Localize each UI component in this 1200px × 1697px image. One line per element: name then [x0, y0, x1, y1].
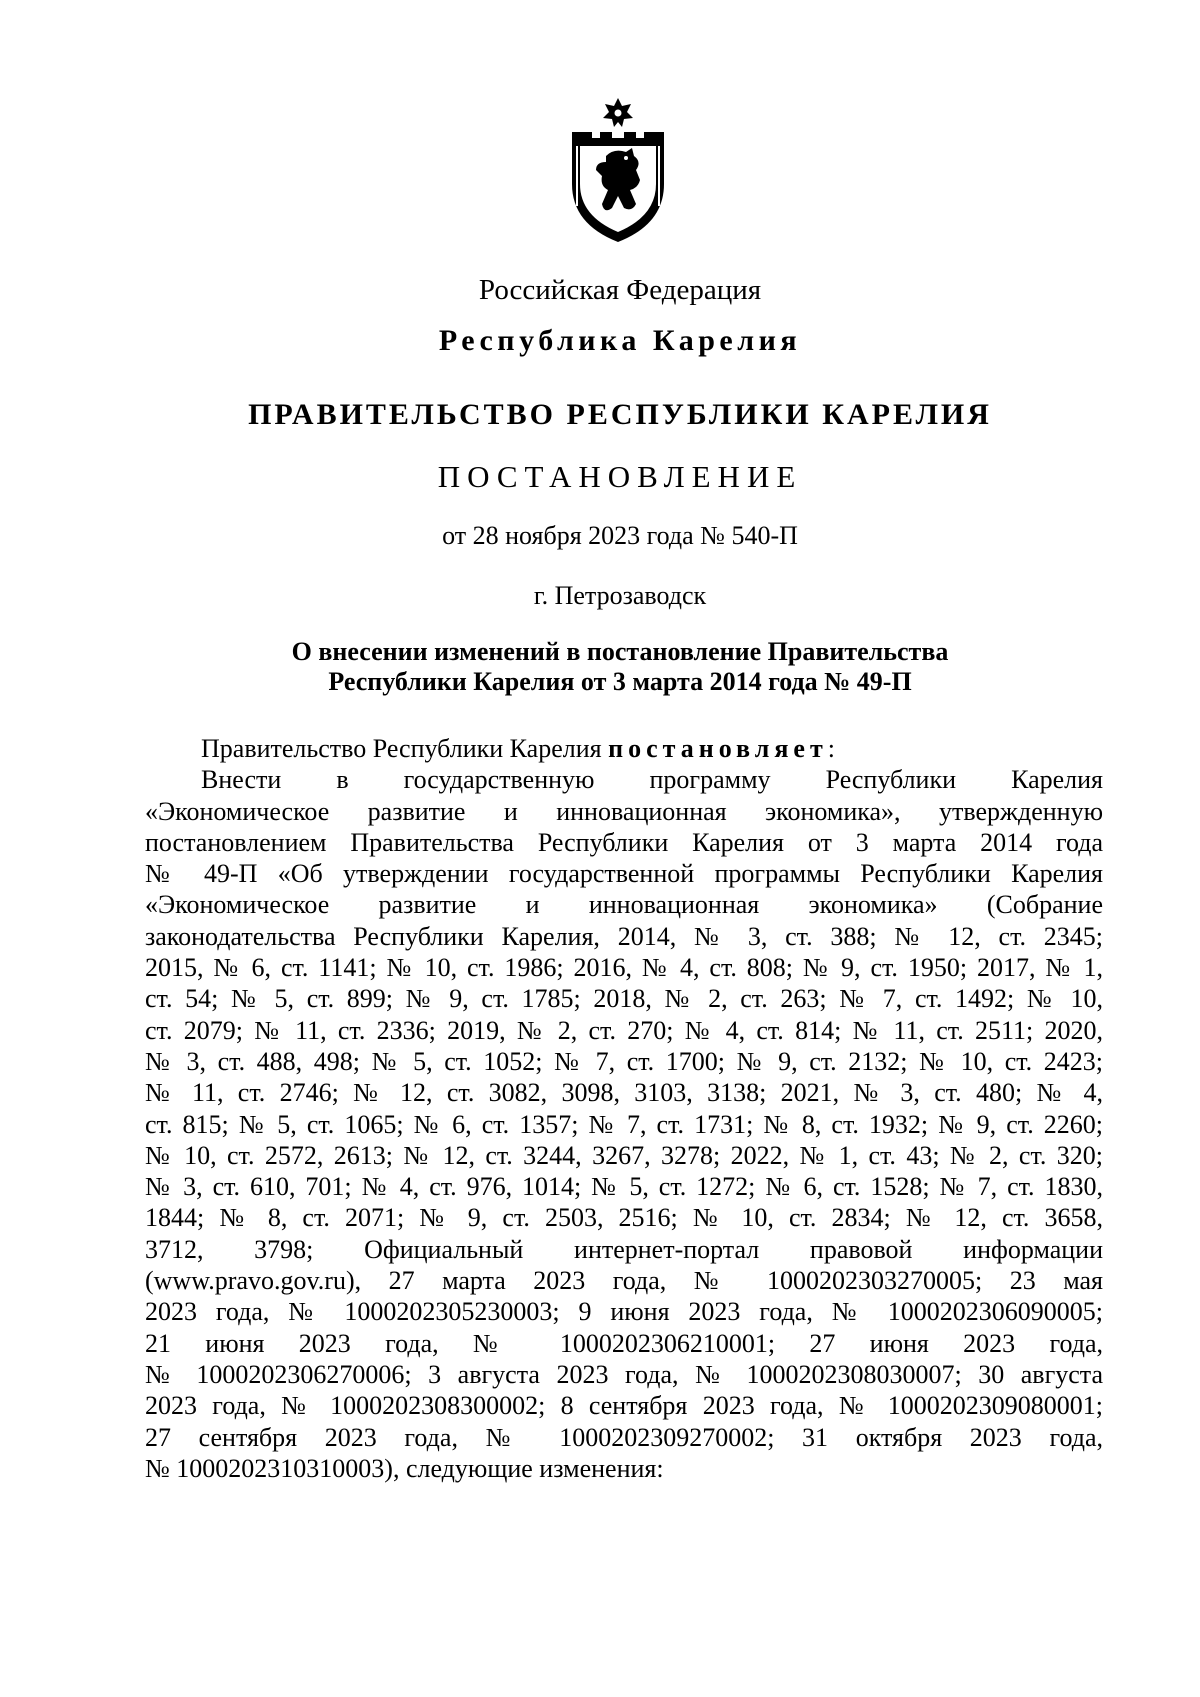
body-line: ст. 54; № 5, ст. 899; № 9, ст. 1785; 2018, № 2, ст. 263; № 7, ст. 1492; № 10,	[145, 984, 1103, 1014]
body-line: 1844; № 8, ст. 2071; № 9, ст. 2503, 2516; № 10, ст. 2834; № 12, ст. 3658,	[145, 1203, 1103, 1233]
body-line: ст. 2079; № 11, ст. 2336; 2019, № 2, ст. 270; № 4, ст. 814; № 11, ст. 2511; 2020,	[145, 1015, 1103, 1045]
body-line: законодательства Республики Карелия, 2014, № 3, ст. 388; № 12, ст. 2345;	[145, 921, 1103, 951]
body-line: «Экономическое развитие и инновационная экономика», утвержденную	[145, 796, 1103, 826]
body-line: 2015, № 6, ст. 1141; № 10, ст. 1986; 2016, № 4, ст. 808; № 9, ст. 1950; 2017, № 1,	[145, 953, 1103, 983]
republic-name: Республика Карелия	[438, 324, 802, 357]
document-body	[145, 733, 1103, 1484]
intro-suffix: :	[827, 734, 835, 763]
body-line: 3712, 3798; Официальный интернет-портал правовой информации	[145, 1234, 1103, 1264]
body-line: ст. 815; № 5, ст. 1065; № 6, ст. 1357; № 7, ст. 1731; № 8, ст. 1932; № 9, ст. 2260;	[145, 1109, 1103, 1139]
body-line: 2023 года, № 1000202308300002; 8 сентября 2023 года, № 1000202309080001;	[145, 1391, 1103, 1421]
body-line: Внести в государственную программу Республики Карелия	[201, 765, 1103, 795]
coat-of-arms-emblem	[566, 96, 670, 244]
intro-paragraph	[145, 733, 1103, 764]
body-line: 2023 года, № 1000202305230003; 9 июня 2023 года, № 1000202306090005;	[145, 1297, 1103, 1327]
document-title-line-1: О внесении изменений в постановление Правительства	[291, 637, 949, 666]
body-line: № 1000202306270006; 3 августа 2023 года, № 1000202308030007; 30 августа	[145, 1359, 1103, 1389]
body-line: (www.pravo.gov.ru), 27 марта 2023 года, № 1000202303270005; 23 мая	[145, 1266, 1103, 1296]
intro-keyword: постановляет	[608, 734, 828, 763]
body-line: постановлением Правительства Республики Карелия от 3 марта 2014 года	[145, 827, 1103, 857]
intro-prefix: Правительство Республики Карелия	[201, 734, 609, 763]
body-line: № 49-П «Об утверждении государственной программы Республики Карелия	[145, 859, 1103, 889]
document-title-line-2: Республики Карелия от 3 марта 2014 года № 49-П	[328, 667, 912, 696]
body-line: «Экономическое развитие и инновационная экономика» (Собрание	[145, 890, 1103, 920]
document-date-number: от 28 ноября 2023 года № 540-П	[442, 521, 798, 550]
country-name: Российская Федерация	[478, 274, 762, 306]
document-city: г. Петрозаводск	[533, 581, 707, 610]
body-line: 27 сентября 2023 года, № 1000202309270002; 31 октября 2023 года,	[145, 1422, 1103, 1452]
body-line: 21 июня 2023 года, № 1000202306210001; 27 июня 2023 года,	[145, 1328, 1103, 1358]
government-name: ПРАВИТЕЛЬСТВО РЕСПУБЛИКИ КАРЕЛИЯ	[248, 398, 992, 431]
body-last-line: № 1000202310310003), следующие изменения:	[145, 1453, 664, 1483]
document-type: ПОСТАНОВЛЕНИЕ	[437, 459, 803, 494]
body-line: № 3, ст. 610, 701; № 4, ст. 976, 1014; № 5, ст. 1272; № 6, ст. 1528; № 7, ст. 1830,	[145, 1172, 1103, 1202]
body-line: № 3, ст. 488, 498; № 5, ст. 1052; № 7, ст. 1700; № 9, ст. 2132; № 10, ст. 2423;	[145, 1046, 1103, 1076]
body-line: № 10, ст. 2572, 2613; № 12, ст. 3244, 3267, 3278; 2022, № 1, ст. 43; № 2, ст. 320;	[145, 1140, 1103, 1170]
body-line: № 11, ст. 2746; № 12, ст. 3082, 3098, 3103, 3138; 2021, № 3, ст. 480; № 4,	[145, 1078, 1103, 1108]
